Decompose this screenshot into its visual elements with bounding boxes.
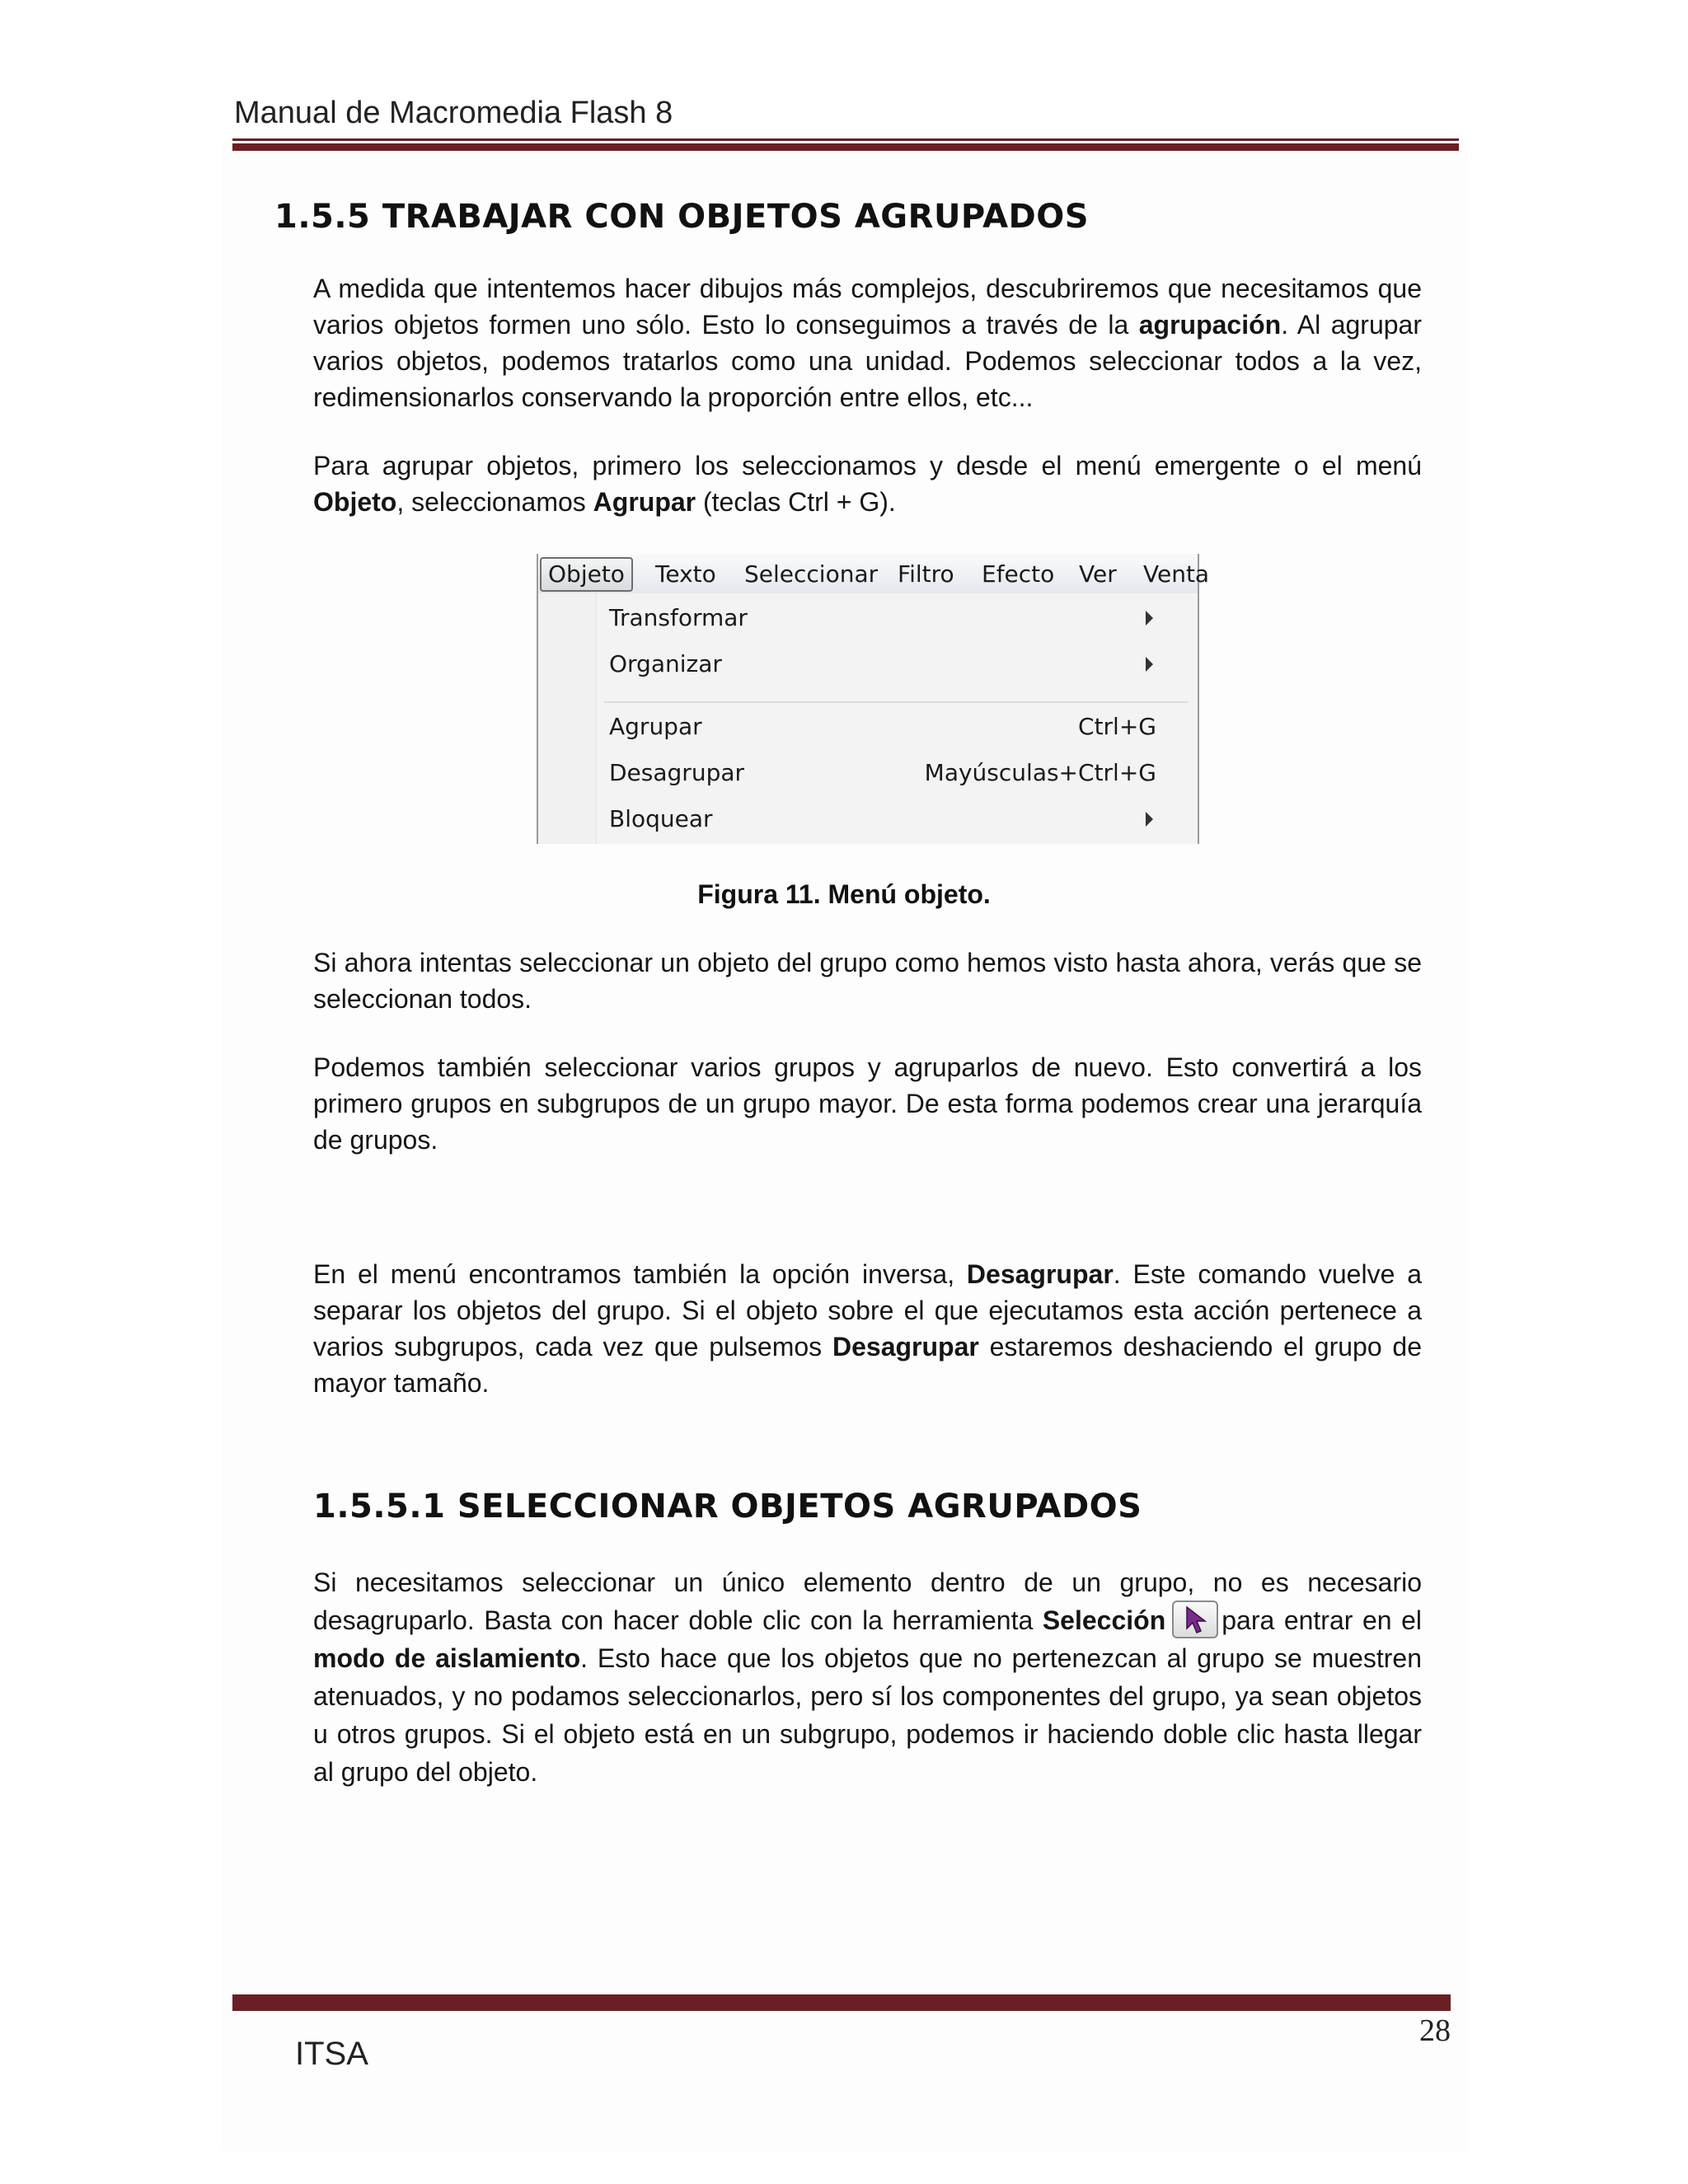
shortcut-agrupar: Ctrl+G xyxy=(1078,713,1156,740)
menu-separator xyxy=(604,701,1188,703)
menubar-ver[interactable]: Ver xyxy=(1079,560,1117,588)
menu-item-desagrupar[interactable]: Desagrupar Mayúsculas+Ctrl+G xyxy=(609,752,1165,794)
menubar-seleccionar[interactable]: Seleccionar xyxy=(744,560,879,588)
objeto-dropdown xyxy=(538,593,1198,844)
bold-agrupar: Agrupar xyxy=(593,487,696,517)
menu-item-transformar[interactable]: Transformar xyxy=(609,597,1165,640)
menubar-texto[interactable]: Texto xyxy=(655,560,716,588)
footer-organization: ITSA xyxy=(295,2036,368,2072)
subsection-heading: 1.5.5.1 SELECCIONAR OBJETOS AGRUPADOS xyxy=(313,1488,1142,1526)
submenu-arrow-icon xyxy=(1146,611,1153,626)
objeto-menu-screenshot xyxy=(537,554,1210,844)
selection-tool-icon xyxy=(1172,1601,1218,1638)
menubar-ventana[interactable]: Venta xyxy=(1143,560,1210,588)
menu-icon-gutter xyxy=(538,593,597,844)
submenu-arrow-icon xyxy=(1146,657,1153,672)
figure-caption: Figura 11. Menú objeto. xyxy=(697,879,991,909)
section-heading: 1.5.5 TRABAJAR CON OBJETOS AGRUPADOS xyxy=(274,198,1090,236)
menu-item-bloquear[interactable]: Bloquear xyxy=(609,798,1165,841)
paragraph-seleccionan-todos: Si ahora intentas seleccionar un objeto del grupo como hemos visto hasta ahora, verás que se seleccionan todos. xyxy=(313,948,1422,1014)
bold-desagrupar-1: Desagrupar xyxy=(966,1259,1114,1289)
paragraph-modo-aislamiento: Si necesitamos seleccionar un único elemento dentro de un grupo, no es necesario desagruparlo. Basta con hacer doble clic con la herramienta Selección para entrar en el modo de aislamiento. Esto hace que los objetos que no pertenezcan al grupo se muestren atenuados, y no podamos seleccionarlos, pero sí los componentes del grupo, ya sean objetos u otros grupos. Si el objeto está en un subgrupo, podemos ir haciendo doble clic hasta llegar al grupo del objeto. xyxy=(313,1568,1423,1787)
menu-item-agrupar[interactable]: Agrupar Ctrl+G xyxy=(609,705,1165,748)
running-header: Manual de Macromedia Flash 8 xyxy=(234,96,673,130)
bold-seleccion: Selección xyxy=(1042,1605,1166,1635)
footer-rule xyxy=(232,1994,1451,2011)
bold-agrupacion: agrupación xyxy=(1138,310,1282,340)
page-number: 28 xyxy=(1419,2013,1451,2048)
menubar-efecto[interactable]: Efecto xyxy=(982,560,1055,588)
menubar-filtro[interactable]: Filtro xyxy=(898,560,954,588)
paragraph-agrupacion: A medida que intentemos hacer dibujos más complejos, descubriremos que necesitamos que varios objetos formen uno sólo. Esto lo conseguimos a través de la agrupación. Al agrupar varios objetos, podemos tratarlos como una unidad. Podemos seleccionar todos a la vez, redimensionarlos conservando la proporción entre ellos, etc... xyxy=(313,274,1423,412)
shortcut-desagrupar: Mayúsculas+Ctrl+G xyxy=(924,759,1156,786)
submenu-arrow-icon xyxy=(1146,812,1153,827)
bold-objeto: Objeto xyxy=(313,487,397,517)
header-rule-thin xyxy=(232,138,1459,141)
paragraph-desagrupar: En el menú encontramos también la opción inversa, Desagrupar. Este comando vuelve a separar los objetos del grupo. Si el objeto sobre el que ejecutamos esta acción pertenece a varios subgrupos, cada vez que pulsemos Desagrupar estaremos deshaciendo el grupo de mayor tamaño. xyxy=(313,1259,1423,1398)
paragraph-subgrupos: Podemos también seleccionar varios grupos y agruparlos de nuevo. Esto convertirá a los primero grupos en subgrupos de un grupo mayor. De esta forma podemos crear una jerarquía de grupos. xyxy=(313,1052,1422,1155)
menu-bar xyxy=(538,554,1210,594)
paragraph-agrupar-objetos: Para agrupar objetos, primero los seleccionamos y desde el menú emergente o el menú Objeto, seleccionamos Agrupar (teclas Ctrl + G). xyxy=(313,451,1422,517)
menubar-objeto[interactable]: Objeto xyxy=(540,557,633,592)
bold-modo-aislamiento: modo de aislamiento xyxy=(313,1643,581,1673)
bold-desagrupar-2: Desagrupar xyxy=(832,1332,979,1361)
menu-item-organizar[interactable]: Organizar xyxy=(609,643,1165,686)
header-rule-thick xyxy=(232,143,1459,151)
